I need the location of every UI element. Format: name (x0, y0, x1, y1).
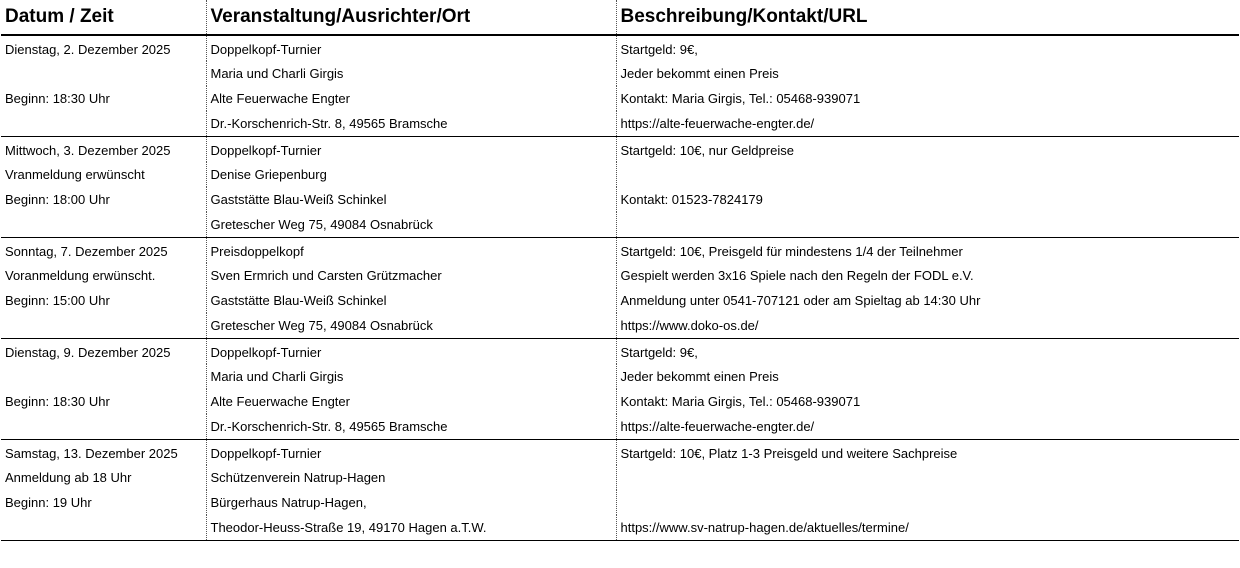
cell-event-info[interactable]: Gretescher Weg 75, 49084 Osnabrück (206, 212, 616, 238)
cell-event-info[interactable]: Dr.-Korschenrich-Str. 8, 49565 Bramsche (206, 414, 616, 440)
cell-description[interactable]: https://www.doko-os.de/ (616, 313, 1239, 339)
cell-description[interactable] (616, 162, 1239, 187)
table-row (1, 162, 1239, 187)
cell-description[interactable] (616, 465, 1239, 490)
table-row (1, 414, 1239, 440)
table-row (1, 35, 1239, 61)
events-body (1, 35, 1239, 541)
cell-date-time[interactable] (1, 364, 206, 389)
cell-description[interactable]: Startgeld: 10€, Platz 1-3 Preisgeld und weitere Sachpreise (620, 446, 958, 461)
cell-event-info[interactable]: Gaststätte Blau-Weiß Schinkel (206, 187, 616, 212)
cell-date-time[interactable]: Vranmeldung erwünscht (1, 162, 206, 187)
table-row (1, 339, 1239, 365)
cell-date-time[interactable] (1, 515, 206, 541)
table-row (1, 364, 1239, 389)
cell-event-info[interactable]: Denise Griepenburg (206, 162, 616, 187)
table-row (1, 313, 1239, 339)
cell-description[interactable] (616, 212, 1239, 238)
table-row (1, 137, 1239, 163)
table-row (1, 61, 1239, 86)
table-row (1, 86, 1239, 111)
cell-description[interactable]: https://www.sv-natrup-hagen.de/aktuelles/termine/ (616, 515, 1239, 541)
header-date-time[interactable]: Datum / Zeit (1, 0, 206, 35)
cell-date-time[interactable]: Beginn: 15:00 Uhr (1, 288, 206, 313)
cell-date-time[interactable]: Beginn: 18:30 Uhr (1, 86, 206, 111)
cell-date-time[interactable] (1, 212, 206, 238)
cell-description[interactable]: https://alte-feuerwache-engter.de/ (616, 414, 1239, 440)
cell-description[interactable]: Startgeld: 10€, nur Geldpreise (620, 143, 794, 158)
cell-date-time[interactable]: Voranmeldung erwünscht. (1, 263, 206, 288)
table-row (1, 465, 1239, 490)
table-row (1, 440, 1239, 466)
cell-description[interactable]: Startgeld: 10€, Preisgeld für mindestens 1/4 der Teilnehmer (620, 244, 963, 259)
cell-event-info[interactable]: Sven Ermrich und Carsten Grützmacher (206, 263, 616, 288)
cell-event-info[interactable]: Dr.-Korschenrich-Str. 8, 49565 Bramsche (206, 111, 616, 137)
table-row (1, 187, 1239, 212)
table-row (1, 288, 1239, 313)
table-row (1, 111, 1239, 137)
cell-description[interactable] (616, 490, 1239, 515)
cell-description[interactable]: Kontakt: 01523-7824179 (620, 192, 763, 207)
cell-description[interactable]: Kontakt: Maria Girgis, Tel.: 05468-939071 (620, 394, 861, 409)
cell-date-time[interactable]: Mittwoch, 3. Dezember 2025 (1, 137, 206, 163)
cell-event-info[interactable]: Schützenverein Natrup-Hagen (206, 465, 616, 490)
cell-description[interactable]: Startgeld: 9€, (620, 345, 698, 360)
cell-event-info[interactable]: Preisdoppelkopf (206, 238, 616, 264)
table-row (1, 263, 1239, 288)
cell-date-time[interactable]: Dienstag, 9. Dezember 2025 (1, 339, 206, 365)
table-row (1, 238, 1239, 264)
cell-date-time[interactable]: Sonntag, 7. Dezember 2025 (1, 238, 206, 264)
cell-date-time[interactable] (1, 414, 206, 440)
cell-event-info[interactable]: Alte Feuerwache Engter (206, 389, 616, 414)
cell-date-time[interactable]: Samstag, 13. Dezember 2025 (1, 440, 206, 466)
cell-date-time[interactable]: Beginn: 18:00 Uhr (1, 187, 206, 212)
header-row (1, 0, 1239, 35)
cell-description[interactable]: Jeder bekommt einen Preis (620, 66, 779, 81)
cell-event-info[interactable]: Bürgerhaus Natrup-Hagen, (206, 490, 616, 515)
table-row (1, 212, 1239, 238)
table-row (1, 389, 1239, 414)
cell-event-info[interactable]: Doppelkopf-Turnier (206, 35, 616, 61)
cell-event-info[interactable]: Maria und Charli Girgis (206, 61, 616, 86)
cell-date-time[interactable] (1, 61, 206, 86)
cell-date-time[interactable]: Beginn: 18:30 Uhr (1, 389, 206, 414)
cell-event-info[interactable]: Theodor-Heuss-Straße 19, 49170 Hagen a.T.W. (206, 515, 616, 541)
cell-event-info[interactable]: Doppelkopf-Turnier (206, 440, 616, 466)
cell-event-info[interactable]: Doppelkopf-Turnier (206, 339, 616, 365)
events-table (1, 0, 1239, 541)
cell-event-info[interactable]: Alte Feuerwache Engter (206, 86, 616, 111)
header-event-organizer-location[interactable]: Veranstaltung/Ausrichter/Ort (206, 0, 616, 35)
cell-event-info[interactable]: Gretescher Weg 75, 49084 Osnabrück (206, 313, 616, 339)
cell-date-time[interactable] (1, 313, 206, 339)
table-row (1, 490, 1239, 515)
cell-date-time[interactable] (1, 111, 206, 137)
cell-event-info[interactable]: Maria und Charli Girgis (206, 364, 616, 389)
cell-date-time[interactable]: Dienstag, 2. Dezember 2025 (1, 35, 206, 61)
cell-date-time[interactable]: Beginn: 19 Uhr (1, 490, 206, 515)
cell-description[interactable]: Jeder bekommt einen Preis (620, 369, 779, 384)
cell-description[interactable]: https://alte-feuerwache-engter.de/ (616, 111, 1239, 137)
header-description-contact-url[interactable]: Beschreibung/Kontakt/URL (616, 0, 1239, 35)
cell-event-info[interactable]: Doppelkopf-Turnier (206, 137, 616, 163)
cell-description[interactable]: Gespielt werden 3x16 Spiele nach den Regeln der FODL e.V. (620, 268, 974, 283)
cell-description[interactable]: Kontakt: Maria Girgis, Tel.: 05468-939071 (620, 91, 861, 106)
cell-event-info[interactable]: Gaststätte Blau-Weiß Schinkel (206, 288, 616, 313)
cell-date-time[interactable]: Anmeldung ab 18 Uhr (1, 465, 206, 490)
cell-description[interactable]: Anmeldung unter 0541-707121 oder am Spieltag ab 14:30 Uhr (620, 293, 981, 308)
table-row (1, 515, 1239, 541)
cell-description[interactable]: Startgeld: 9€, (620, 42, 698, 57)
